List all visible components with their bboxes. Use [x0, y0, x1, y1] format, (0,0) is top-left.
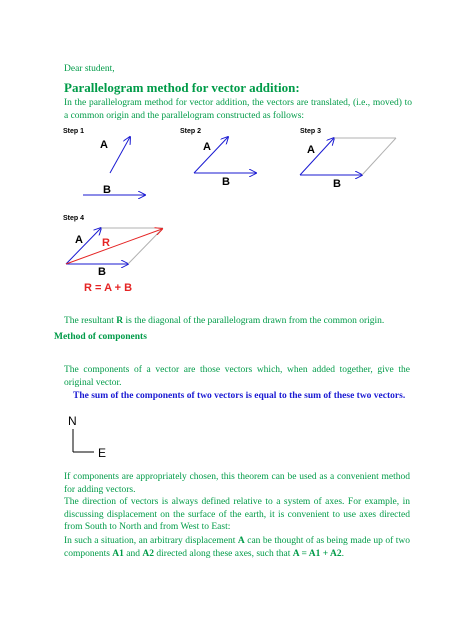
step-4-label: Step 4	[63, 215, 85, 222]
p3-b1: A	[237, 536, 245, 546]
resultant-text-bold: R	[116, 316, 124, 326]
step4-label-r: R	[102, 237, 110, 249]
parallelogram-figure	[0, 120, 474, 300]
east-label: E	[98, 446, 107, 460]
components-paragraph: The components of a vector are those vectors which, when added together, give the original vector.	[64, 365, 410, 388]
step4-dashed-side	[128, 228, 163, 264]
step3-label-b: B	[333, 178, 341, 190]
intro-paragraph: In the parallelogram method for vector addition, the vectors are translated, (i.e., moved) to a common origin and the parallelogram constructed as follows:	[64, 98, 412, 121]
p3-t2: can be thought of as being made up of two components	[64, 536, 410, 559]
p3-t4: directed along these axes, such that	[154, 548, 293, 559]
step1-vector-a	[110, 137, 130, 173]
sum-statement: The sum of the components of two vectors is equal to the sum of these two vectors.	[73, 391, 406, 401]
north-label: N	[68, 414, 77, 428]
p3-b2: A1	[112, 548, 124, 559]
step3-dashed-side	[362, 138, 396, 175]
resultant-paragraph	[64, 315, 394, 328]
resultant-text-before: The resultant	[64, 316, 117, 326]
step-3-label: Step 3	[300, 128, 322, 135]
step4-label-b: B	[98, 266, 106, 278]
p3-t3: and	[123, 548, 143, 559]
p3-t1: In such a situation, an arbitrary displacement	[64, 536, 238, 546]
step1-label-a: A	[100, 139, 108, 151]
greeting: Dear student,	[64, 64, 115, 74]
paragraph-displacement	[64, 535, 410, 560]
p3-b3: A2	[142, 548, 155, 559]
axes-diagram	[60, 412, 120, 462]
step2-label-a: A	[203, 141, 211, 153]
step4-label-a: A	[75, 234, 83, 246]
step3-vector-a	[300, 138, 334, 175]
section-title: Parallelogram method for vector addition:	[64, 80, 300, 95]
paragraph-convenient-method: If components are appropriately chosen, this theorem can be used as a convenient method for adding vectors.	[64, 472, 410, 495]
p3-t5: .	[341, 548, 344, 559]
step-1-label: Step 1	[63, 128, 85, 135]
equation-label: R = A + B	[84, 282, 133, 294]
step2-label-b: B	[222, 176, 230, 188]
resultant-text-after: is the diagonal of the parallelogram drawn from the common origin.	[123, 316, 385, 326]
step-2-label: Step 2	[180, 128, 202, 135]
method-heading: Method of components	[54, 332, 147, 342]
step1-label-b: B	[103, 184, 111, 196]
step4-vector-a	[66, 228, 101, 264]
step2-vector-a	[194, 137, 228, 173]
p3-b4: A = A1 + A2	[292, 548, 342, 559]
paragraph-axes-direction: The direction of vectors is always defined relative to a system of axes. For example, in discussing displacement on the surface of the earth, it is convenient to use axes directed from South to North and from West to East:	[64, 497, 410, 532]
step3-label-a: A	[307, 144, 315, 156]
